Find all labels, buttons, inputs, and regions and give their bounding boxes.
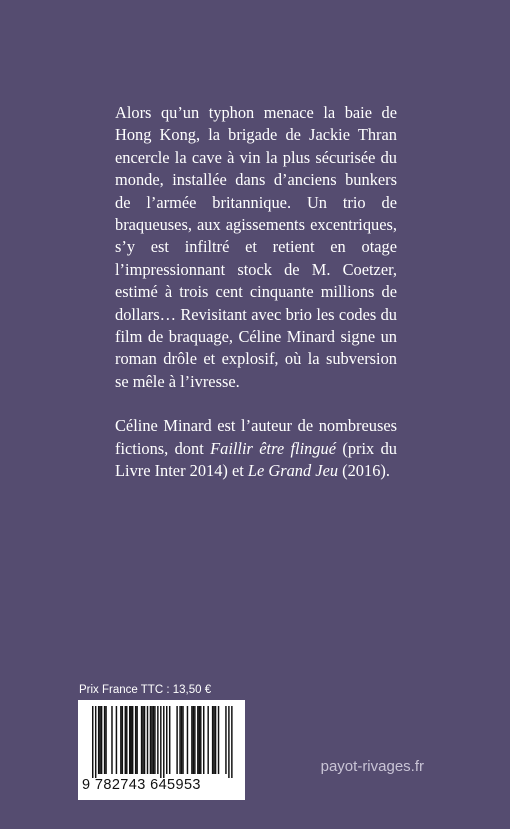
barcode-bar (213, 706, 214, 774)
isbn-number: 9 782743 645953 (82, 777, 201, 793)
barcode-bar (141, 706, 142, 774)
barcode-bar (191, 706, 192, 774)
book-blurb (115, 102, 397, 483)
barcode-bar (182, 706, 183, 774)
barcode-bar (212, 706, 213, 774)
bio-text-mid: (prix du Livre Inter 2014) et (115, 438, 397, 481)
barcode-bar (144, 706, 145, 774)
author-bio (115, 415, 397, 482)
book-title-2: Le Grand Jeu (247, 461, 339, 481)
barcode-bar (160, 706, 161, 778)
barcode-bar (228, 706, 229, 778)
barcode-bar (104, 706, 105, 774)
barcode-bar (98, 706, 99, 774)
barcode-bar (200, 706, 201, 774)
barcode-bar (125, 706, 126, 774)
barcode-bar (122, 706, 123, 774)
barcode-bar (147, 706, 148, 774)
barcode-bar (176, 706, 177, 774)
barcode (78, 700, 245, 800)
barcode-bar (99, 706, 100, 774)
barcode-bar (116, 706, 117, 774)
barcode-bar (136, 706, 137, 774)
barcode-bar (135, 706, 136, 774)
barcode-bar (193, 706, 194, 774)
barcode-bar (154, 706, 155, 774)
barcode-bar (218, 706, 219, 774)
barcode-bar (101, 706, 102, 774)
barcode-bar (151, 706, 152, 774)
barcode-bar (166, 706, 167, 774)
barcode-bar (111, 706, 112, 774)
barcode-bar (203, 706, 204, 774)
barcode-bar (105, 706, 106, 774)
barcode-bar (225, 706, 226, 774)
blurb-summary: Alors qu’un typhon menace la baie de Hong Kong, la brigade de Jackie Thran encercle la cave à vin la plus sécurisée du monde, installée dans d’anciens bunkers de l’armée britannique. Un trio de braqueuses, aux agissements excentriques, s’y est infiltré et retient en otage l’impressionnant stock de M. Coetzer, estimé à trois cent cinquante millions de dollars… Revisitant avec brio les codes du film de braquage, Céline Minard signe un roman drôle et explosif, où la subversion se mêle à l’ivresse. (115, 103, 397, 391)
barcode-bar (231, 706, 232, 778)
barcode-bar (179, 706, 180, 774)
publisher-url: payot-rivages.fr (320, 758, 424, 775)
price-label: Prix France TTC : 13,50 € (79, 684, 212, 696)
barcode-bar (129, 706, 130, 774)
barcode-bar (194, 706, 195, 774)
barcode-bar (130, 706, 131, 774)
barcode-bar (187, 706, 188, 774)
barcode-bar (142, 706, 143, 774)
barcode-bar (153, 706, 154, 774)
barcode-bar (92, 706, 93, 778)
barcode-bar (132, 706, 133, 774)
bio-text-start: Céline Minard est l’auteur de nombreuses fictions, dont (115, 416, 397, 458)
barcode-bar (199, 706, 200, 774)
book-title-1: Faillir être flingué (210, 438, 337, 458)
barcode-bar (163, 706, 164, 778)
barcode-bar (157, 706, 158, 774)
barcode-bar (126, 706, 127, 774)
barcode-bar (197, 706, 198, 774)
barcode-bar (150, 706, 151, 774)
barcode-bar (95, 706, 96, 778)
barcode-bar (120, 706, 121, 774)
barcode-bar (169, 706, 170, 774)
barcode-bar (215, 706, 216, 774)
bio-text-end: (2016). (338, 461, 390, 481)
barcode-bar (207, 706, 208, 774)
barcode-bar (181, 706, 182, 774)
